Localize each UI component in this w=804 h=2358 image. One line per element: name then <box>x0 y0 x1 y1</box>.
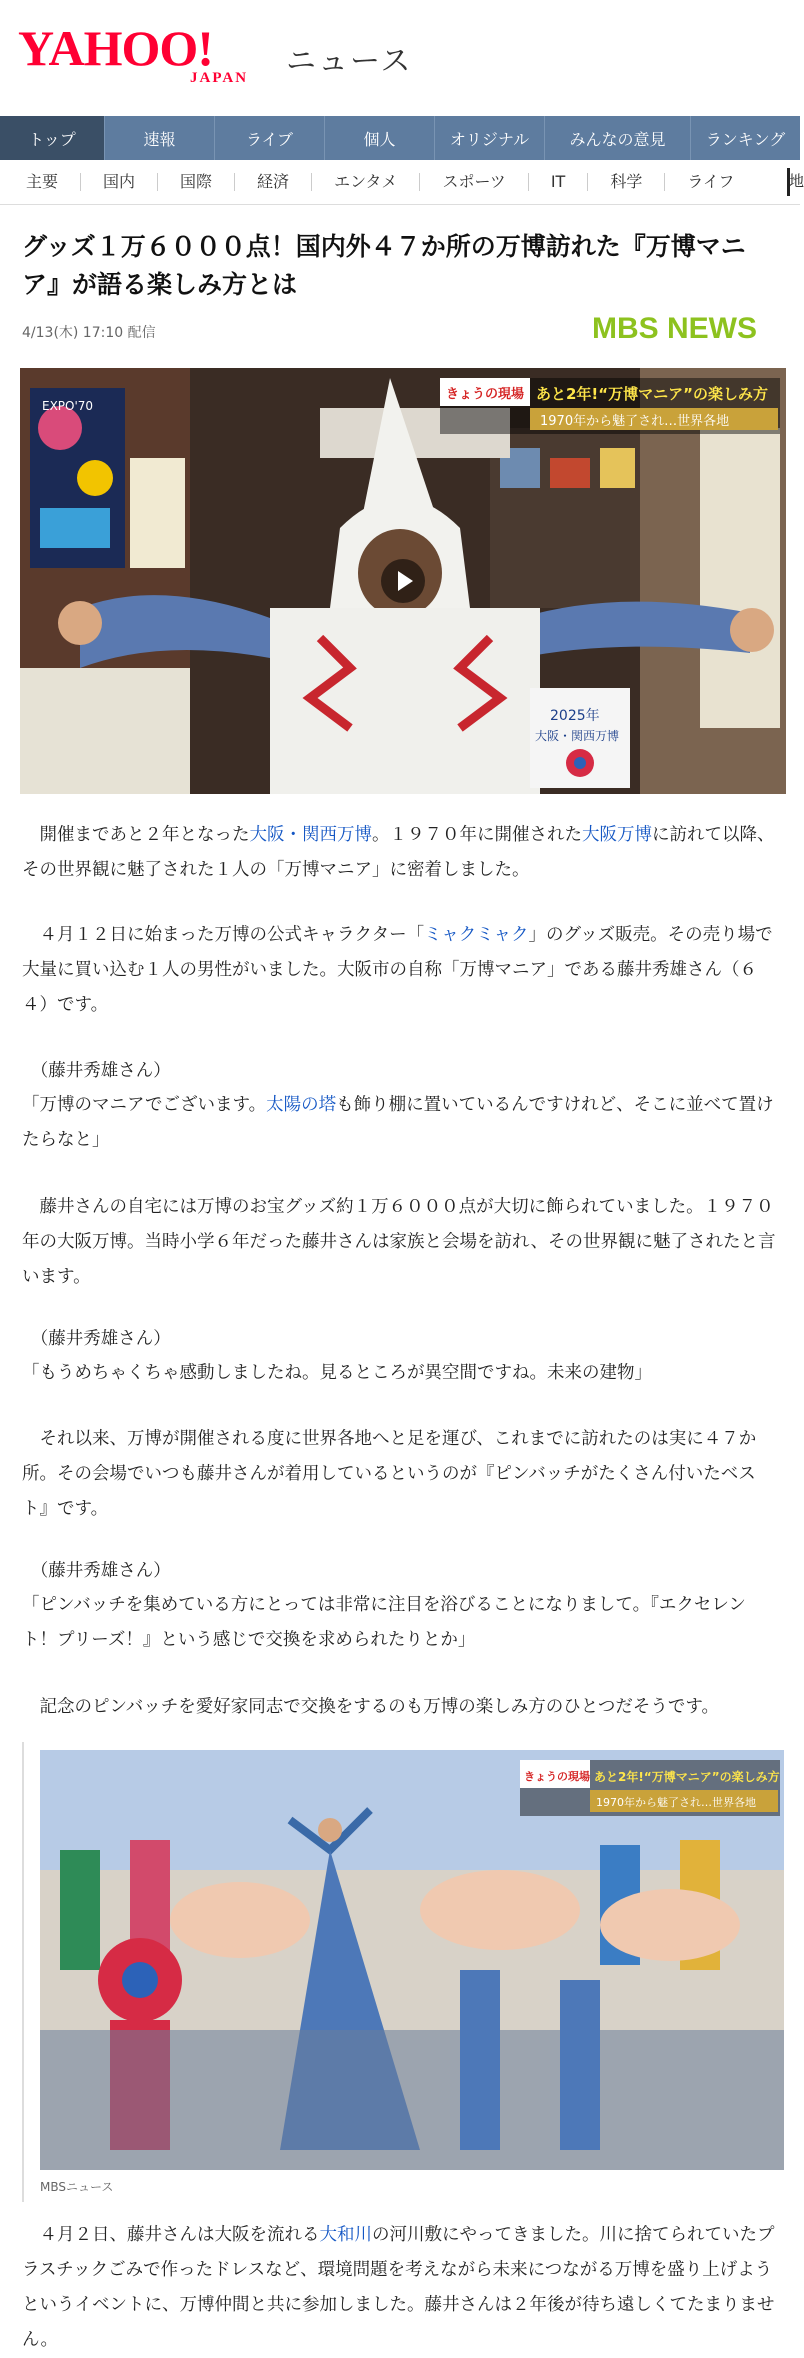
quote-1 <box>22 1088 778 1158</box>
q1-text-b: も飾り棚に置いているんですけれど、そこに並べて置けたらなと」 <box>22 1095 774 1150</box>
photo-banner-badge: きょうの現場 <box>524 1770 590 1783</box>
site-header <box>0 0 800 110</box>
paragraph-8: 記念のピンバッチを愛好家同志で交換をするのも万博の楽しみ方のひとつだそうです。 <box>22 1697 720 1717</box>
publish-date: 4/13(木) 17:10 配信 <box>22 325 156 341</box>
expo70-poster-text: EXPO'70 <box>42 399 94 413</box>
article-photo <box>22 1742 790 2202</box>
video-player[interactable] <box>20 368 786 794</box>
link-osaka-kansai-expo[interactable]: 大阪・関西万博 <box>249 825 372 845</box>
p1-text-a: 開催まであと２年となった <box>22 825 250 845</box>
play-button[interactable] <box>381 559 425 603</box>
nav-tab-top[interactable]: トップ <box>0 116 105 160</box>
expo2025-sign-year: 2025年 <box>550 708 600 724</box>
quote-3: 「ピンバッチを集めている方にとっては非常に注目を浴びることになりまして。『エクセレント！プリーズ！』という感じで交換を求められたりとか」 <box>22 1595 746 1650</box>
article <box>0 214 800 2350</box>
logo-news-text[interactable]: ニュース <box>286 44 413 79</box>
mbs-news-logo-text: MBS NEWS <box>592 312 757 345</box>
category-main[interactable]: 主要 <box>0 173 81 191</box>
speaker-1: （藤井秀雄さん） <box>22 1061 171 1081</box>
p2-text-b: 」のグッズ販売。その売り場で大量に買い込む１人の男性がいました。大阪市の自称「万博マニア」である藤井秀雄さん（６４）です。 <box>22 925 773 1015</box>
category-entertainment[interactable]: エンタメ <box>312 173 420 191</box>
link-yamato-river[interactable]: 大和川 <box>319 2225 372 2245</box>
paragraph-2 <box>22 918 778 1023</box>
video-banner-badge: きょうの現場 <box>446 387 525 402</box>
video-banner-sub: 1970年から魅了され…世界各地 <box>540 414 730 429</box>
nav-tab-live[interactable]: ライブ <box>215 116 325 160</box>
logo-yahoo-text: YAHOO! <box>18 20 213 76</box>
photo-caption: MBSニュース <box>40 2180 114 2194</box>
photo-banner-sub: 1970年から魅了され…世界各地 <box>596 1796 756 1809</box>
logo-japan-text: JAPAN <box>190 70 249 86</box>
speaker-2: （藤井秀雄さん） <box>22 1329 171 1349</box>
play-icon <box>381 559 425 603</box>
category-science[interactable]: 科学 <box>588 173 665 191</box>
category-sports[interactable]: スポーツ <box>420 173 528 191</box>
photo-image[interactable] <box>40 1750 784 2170</box>
p9-text-a: ４月２日、藤井さんは大阪を流れる <box>22 2225 320 2245</box>
paragraph-4: 藤井さんの自宅には万博のお宝グッズ約１万６０００点が大切に飾られていました。１９７０年の大阪万博。当時小学６年だった藤井さんは家族と会場を訪れ、その世界観に魅了されたと言います。 <box>22 1197 776 1287</box>
mbs-news-logo[interactable] <box>592 310 786 344</box>
q1-text-a: 「万博のマニアでございます。 <box>22 1095 267 1115</box>
nav-tab-opinions[interactable]: みんなの意見 <box>545 116 691 160</box>
paragraph-1 <box>22 818 778 888</box>
quote-2: 「もうめちゃくちゃ感動しましたね。見るところが異空間ですね。未来の建物」 <box>22 1363 652 1383</box>
link-tower-of-sun[interactable]: 太陽の塔 <box>266 1095 337 1115</box>
link-osaka-expo[interactable]: 大阪万博 <box>582 825 652 845</box>
category-international[interactable]: 国際 <box>158 173 235 191</box>
main-nav <box>0 116 800 160</box>
category-region-partial[interactable] <box>787 168 804 196</box>
photo-drawing <box>40 1750 784 2170</box>
nav-tab-individual[interactable]: 個人 <box>325 116 435 160</box>
video-banner-headline: あと2年!“万博マニア”の楽しみ方 <box>536 385 768 403</box>
p9-text-b: の河川敷にやってきました。川に捨てられていたプラスチックごみで作ったドレスなど、環境問題を考えながら未来につながる万博を盛り上げようというイベントに、万博仲間と共に参加しました。藤井さんは２年後が待ち遠しくてたまりません。 <box>22 2225 775 2350</box>
paragraph-9 <box>22 2218 778 2358</box>
category-domestic[interactable]: 国内 <box>81 173 158 191</box>
photo-banner-headline: あと2年!“万博マニア”の楽しみ方 <box>594 1770 780 1784</box>
nav-tab-breaking[interactable]: 速報 <box>105 116 215 160</box>
expo2025-sign-name: 大阪・関西万博 <box>535 729 620 743</box>
category-region-label: 地 <box>788 172 804 190</box>
category-life[interactable]: ライフ <box>687 172 735 191</box>
speaker-3: （藤井秀雄さん） <box>22 1561 171 1581</box>
category-economy[interactable]: 経済 <box>235 173 312 191</box>
p1-text-b: 。１９７０年に開催された <box>372 825 582 845</box>
category-it[interactable]: IT <box>529 173 589 191</box>
nav-tab-original[interactable]: オリジナル <box>435 116 545 160</box>
category-nav <box>0 160 804 205</box>
nav-tab-ranking[interactable]: ランキング <box>705 129 786 149</box>
yahoo-japan-logo[interactable] <box>18 20 249 86</box>
link-myakumyaku[interactable]: ミャクミャク <box>424 925 529 945</box>
article-title: グッズ１万６０００点！国内外４７か所の万博訪れた『万博マニア』が語る楽しみ方とは <box>22 232 746 299</box>
p1-text-c: に訪れて以降、その世界観に魅了された１人の「万博マニア」に密着しました。 <box>22 825 775 880</box>
paragraph-6: それ以来、万博が開催される度に世界各地へと足を運び、これまでに訪れたのは実に４７か所。その会場でいつも藤井さんが着用しているというのが『ピンバッチがたくさん付いたベスト』です。 <box>22 1429 757 1519</box>
p2-text-a: ４月１２日に始まった万博の公式キャラクター「 <box>22 925 425 945</box>
